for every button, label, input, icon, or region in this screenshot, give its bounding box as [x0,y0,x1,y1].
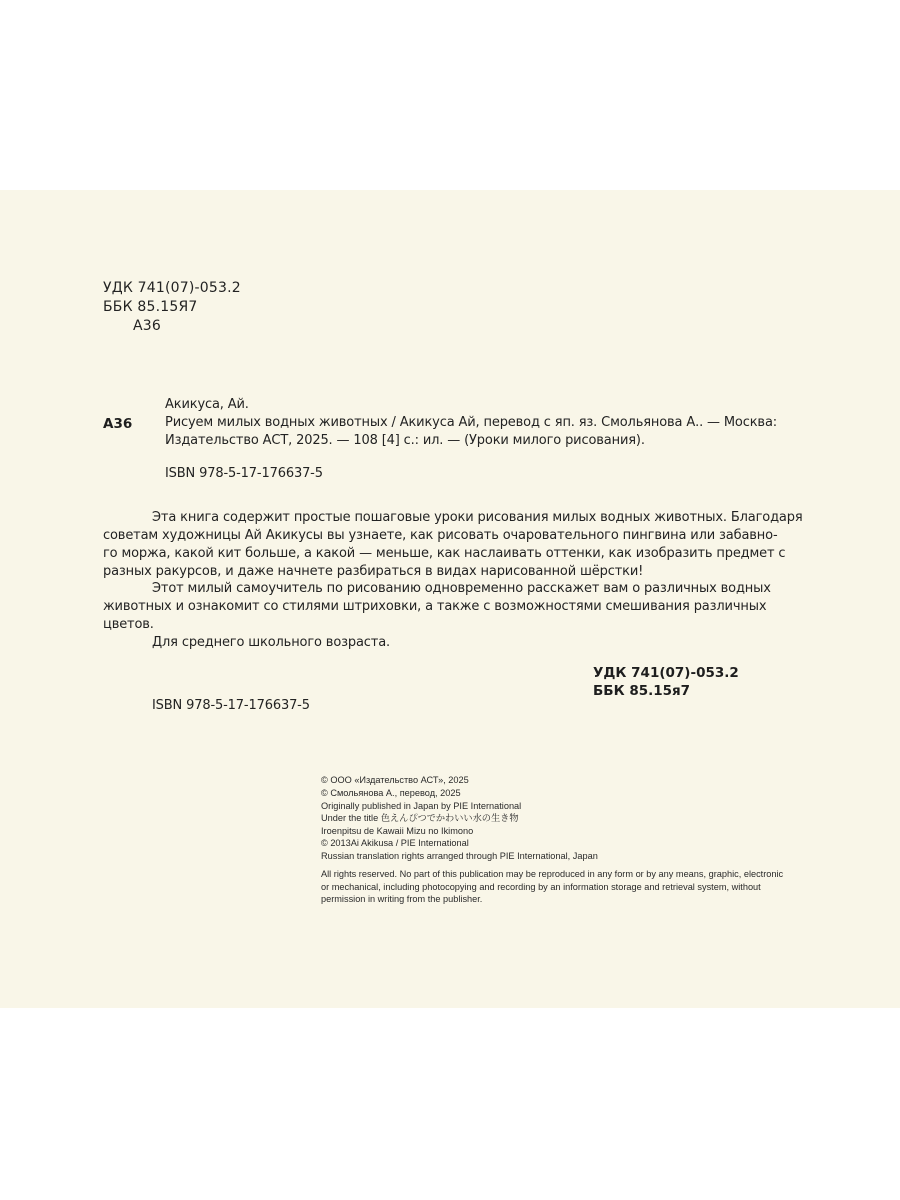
catalog-title-line: Рисуем милых водных животных / Акикуса Ай, перевод с яп. яз. Смольянова А.. — Москва: [165,415,777,430]
copyright-line: © 2013Ai Akikusa / PIE International [321,838,469,848]
copyright-line: Iroenpitsu de Kawaii Mizu no Ikimono [321,826,474,836]
classification-udk: УДК 741(07)-053.2 [593,665,739,681]
rights-notice-line: or mechanical, including photocopying and recording by an information storage and retrieval system, without [321,882,761,892]
catalog-publisher-line: Издательство АСТ, 2025. — 108 [4] с.: ил. — (Уроки милого рисования). [165,433,645,448]
copyright-line: Under the title 色えんぴつでかわいい水の生き物 [321,813,519,823]
annotation-line: животных и ознакомит со стилями штриховки, а также с возможностями смешивания различных [103,599,767,614]
copyright-line: Russian translation rights arranged through PIE International, Japan [321,851,598,861]
bbk-code: ББК 85.15Я7 [103,299,198,315]
classification-bbk: ББК 85.15я7 [593,683,691,699]
catalog-mark: А36 [103,416,133,432]
author-mark: А36 [133,318,161,334]
annotation-line: Эта книга содержит простые пошаговые уроки рисования милых водных животных. Благодаря [152,510,803,525]
rights-notice-line: permission in writing from the publisher. [321,894,483,904]
annotation-line: цветов. [103,617,154,632]
udk-code: УДК 741(07)-053.2 [103,280,241,296]
annotation-line: Этот милый самоучитель по рисованию одновременно расскажет вам о различных водных [152,581,771,596]
catalog-author: Акикуса, Ай. [165,397,249,412]
copyright-line: © Смольянова А., перевод, 2025 [321,788,461,798]
annotation-line: го моржа, какой кит больше, а какой — меньше, как наслаивать оттенки, как изобразить предмет с [103,546,786,561]
copyright-line: © ООО «Издательство АСТ», 2025 [321,775,469,785]
annotation-line: разных ракурсов, и даже начнете разбираться в видах нарисованной шёрстки! [103,564,644,579]
annotation-line: советам художницы Ай Акикусы вы узнаете, как рисовать очаровательного пингвина или забавно- [103,528,778,543]
rights-notice-line: All rights reserved. No part of this publication may be reproduced in any form or by any means, graphic, electronic [321,869,784,879]
isbn-bottom: ISBN 978-5-17-176637-5 [152,698,310,713]
catalog-isbn: ISBN 978-5-17-176637-5 [165,466,323,481]
copyright-line: Originally published in Japan by PIE International [321,801,522,811]
audience-note: Для среднего школьного возраста. [152,635,391,650]
